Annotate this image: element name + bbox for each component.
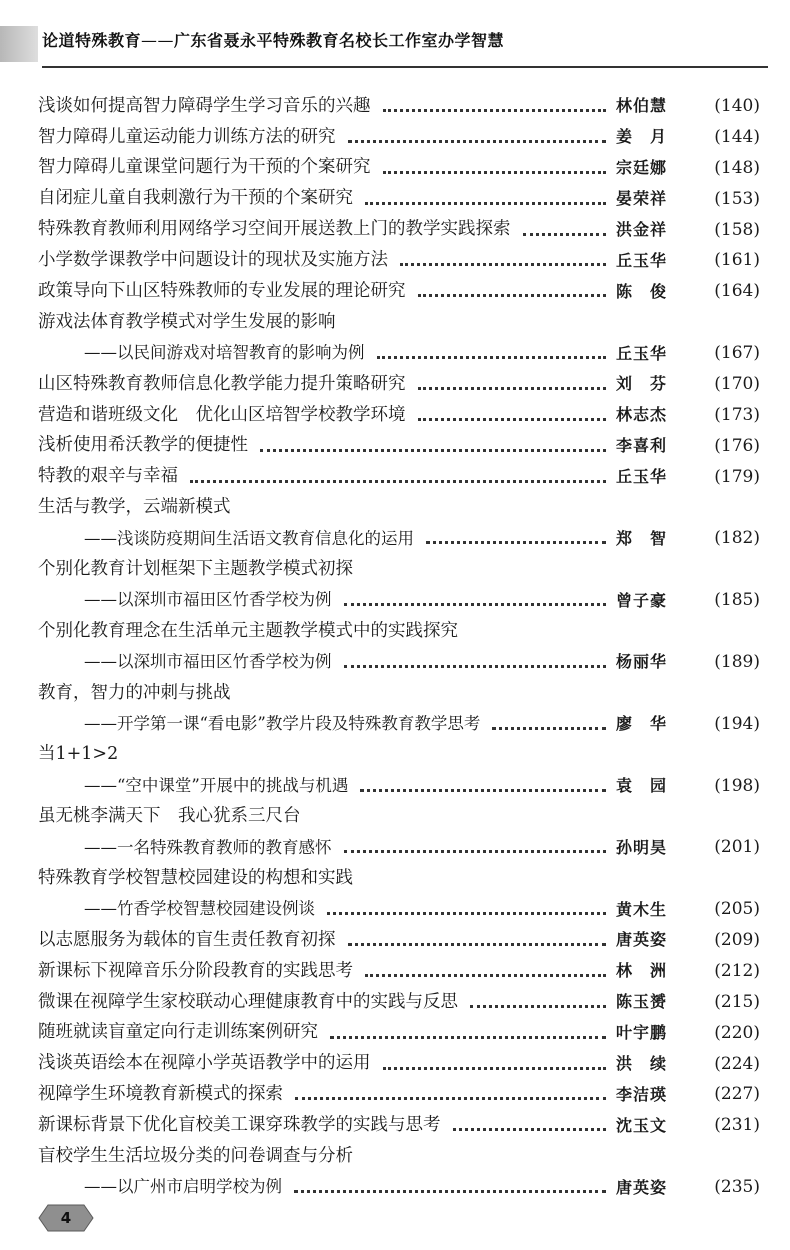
dot-leader [330,1036,606,1039]
entry-title: ——浅谈防疫期间生活语文教育信息化的运用 [84,528,414,548]
dot-leader [426,541,606,544]
dot-leader [377,356,607,359]
toc-entry [38,400,760,431]
entry-page-number: (182) [714,528,760,549]
entry-page-number: (164) [714,281,760,302]
entry-page-number: (148) [714,157,760,178]
entry-author: 廖 华 [616,714,668,734]
entry-author: 沈玉文 [616,1115,668,1135]
entry-page-number: (179) [714,466,760,487]
entry-author: 晏荣祥 [616,189,668,209]
dot-leader [344,603,607,606]
entry-title: ——一名特殊教育教师的教育感怀 [84,837,332,857]
entry-page-number: (201) [714,837,760,858]
dot-leader [470,1005,606,1008]
toc-subtitle-entry [38,523,760,554]
entry-title: ——开学第一课“看电影”教学片段及特殊教育教学思考 [84,714,481,733]
toc-entry [38,462,760,493]
toc-entry [38,122,760,153]
entry-title: 随班就读盲童定向行走训练案例研究 [38,1022,318,1043]
entry-author: 陈玉赟 [616,992,668,1012]
dot-leader [418,418,607,421]
entry-title: 营造和谐班级文化 优化山区培智学校教学环境 [38,404,406,425]
toc-entry [38,1110,760,1141]
header-tab-decoration [0,26,38,62]
entry-page-number: (198) [714,775,760,796]
entry-author: 叶宇鹏 [616,1023,668,1043]
table-of-contents [38,91,760,1203]
toc-heading [38,307,760,338]
dot-leader [327,912,606,915]
entry-title: ——以深圳市福田区竹香学校为例 [84,652,332,672]
toc-heading [38,554,760,585]
entry-title: 浅谈如何提高智力障碍学生学习音乐的兴趣 [38,95,371,116]
book-subtitle: 广东省聂永平特殊教育名校长工作室办学智慧 [174,31,505,50]
entry-page-number: (161) [714,250,760,271]
toc-entry [38,1018,760,1049]
entry-author: 袁 园 [616,776,668,796]
entry-author: 林志杰 [616,405,668,425]
entry-author: 丘玉华 [616,467,668,487]
entry-author: 唐英姿 [616,1177,668,1197]
toc-entry [38,153,760,184]
toc-subtitle-entry [38,585,760,616]
entry-page-number: (227) [714,1084,760,1105]
toc-heading [38,740,760,771]
entry-author: 宗廷娜 [616,158,668,178]
entry-page-number: (235) [714,1177,760,1198]
entry-author: 姜 月 [616,127,668,147]
entry-title: ——“空中课堂”开展中的挑战与机遇 [84,775,349,795]
entry-title: 浅析使用希沃教学的便捷性 [38,435,248,456]
dot-leader [365,202,606,205]
toc-entry [38,987,760,1018]
entry-page-number: (231) [714,1115,760,1136]
toc-heading [38,616,760,647]
entry-title: 政策导向下山区特殊教师的专业发展的理论研究 [38,281,406,302]
dot-leader [348,943,607,946]
entry-title: 新课标背景下优化盲校美工课穿珠教学的实践与思考 [38,1115,441,1136]
toc-subtitle-entry [38,832,760,863]
entry-page-number: (189) [714,651,760,672]
running-header [0,22,790,70]
dot-leader [383,109,607,112]
entry-page-number: (220) [714,1022,760,1043]
dot-leader [360,789,606,792]
page-number: 4 [60,1209,72,1227]
header-rule [42,66,768,68]
entry-page-number: (170) [714,373,760,394]
entry-author: 洪金祥 [616,220,668,239]
dot-leader [295,1097,606,1100]
entry-title: 盲校学生生活垃圾分类的问卷调查与分析 [38,1145,353,1166]
toc-subtitle-entry [38,709,760,740]
entry-title: ——以深圳市福田区竹香学校为例 [84,590,332,610]
entry-title: 新课标下视障音乐分阶段教育的实践思考 [38,960,353,981]
entry-author: 林 洲 [616,961,668,981]
entry-page-number: (185) [714,590,760,611]
dot-leader [294,1190,606,1193]
entry-author: 郑 智 [616,528,668,548]
book-title: 论道特殊教育 [42,31,142,50]
entry-title: 山区特殊教育教师信息化教学能力提升策略研究 [38,373,406,394]
header-separator: —— [141,31,175,50]
entry-page-number: (215) [714,991,760,1012]
entry-author: 丘玉华 [616,343,668,363]
toc-heading [38,801,760,832]
dot-leader [400,263,606,266]
entry-page-number: (173) [714,404,760,425]
entry-page-number: (144) [714,126,760,147]
entry-title: 自闭症儿童自我刺激行为干预的个案研究 [38,188,353,209]
entry-page-number: (209) [714,929,760,950]
toc-entry [38,956,760,987]
entry-title: 生活与教学，云端新模式 [38,497,231,518]
entry-page-number: (194) [714,713,760,734]
entry-author: 唐英姿 [616,930,668,950]
entry-title: 个别化教育理念在生活单元主题教学模式中的实践探究 [38,620,458,641]
dot-leader [523,233,607,236]
dot-leader [383,171,607,174]
entry-author: 陈 俊 [616,281,668,301]
toc-subtitle-entry [38,1172,760,1203]
toc-entry [38,184,760,215]
toc-heading [38,863,760,894]
dot-leader [348,140,607,143]
entry-title: 个别化教育计划框架下主题教学模式初探 [38,559,353,580]
entry-author: 林伯慧 [616,96,668,116]
dot-leader [383,1067,607,1070]
toc-entry [38,1080,760,1111]
toc-entry [38,215,760,246]
entry-title: 以志愿服务为载体的盲生责任教育初探 [38,929,336,950]
dot-leader [418,387,607,390]
entry-page-number: (167) [714,343,760,364]
toc-entry [38,91,760,122]
entry-author: 刘 芬 [616,374,668,394]
toc-entry [38,1049,760,1080]
entry-page-number: (140) [714,95,760,116]
entry-title: 视障学生环境教育新模式的探索 [38,1084,283,1105]
entry-title: 虽无桃李满天下 我心犹系三尺台 [38,806,301,827]
entry-title: ——以民间游戏对培智教育的影响为例 [84,343,365,363]
entry-title: 微课在视障学生家校联动心理健康教育中的实践与反思 [38,991,458,1012]
entry-author: 洪 续 [616,1054,668,1074]
entry-title: 特殊教育学校智慧校园建设的构想和实践 [38,867,353,888]
entry-title: ——以广州市启明学校为例 [84,1177,282,1197]
entry-title: ——竹香学校智慧校园建设例谈 [84,899,315,919]
entry-author: 孙明昊 [616,837,668,857]
entry-page-number: (205) [714,899,760,920]
entry-title: 游戏法体育教学模式对学生发展的影响 [38,311,336,332]
toc-subtitle-entry [38,771,760,802]
toc-entry [38,245,760,276]
toc-heading [38,678,760,709]
dot-leader [492,727,606,730]
entry-page-number: (212) [714,960,760,981]
entry-page-number: (153) [714,188,760,209]
entry-page-number: (158) [714,219,760,240]
entry-author: 杨丽华 [616,652,668,672]
entry-author: 黄木生 [616,899,668,919]
toc-subtitle-entry [38,338,760,369]
entry-author: 李喜利 [616,436,668,456]
entry-author: 李洁瑛 [616,1084,668,1104]
toc-entry [38,925,760,956]
toc-heading [38,1141,760,1172]
entry-title: 浅谈英语绘本在视障小学英语教学中的运用 [38,1053,371,1074]
entry-author: 曾子豪 [616,590,668,610]
toc-subtitle-entry [38,647,760,678]
entry-title: 当1+1>2 [38,744,119,765]
entry-title: 智力障碍儿童运动能力训练方法的研究 [38,126,336,147]
page-number-badge [38,1203,94,1233]
entry-author: 丘玉华 [616,250,668,270]
toc-entry [38,369,760,400]
dot-leader [365,974,606,977]
dot-leader [190,480,606,483]
entry-title: 特教的艰辛与幸福 [38,466,178,487]
entry-title: 特殊教育教师利用网络学习空间开展送教上门的教学实践探索 [38,219,511,240]
entry-title: 智力障碍儿童课堂问题行为干预的个案研究 [38,157,371,178]
toc-subtitle-entry [38,894,760,925]
dot-leader [344,850,607,853]
entry-title: 教育，智力的冲刺与挑战 [38,682,231,703]
entry-title: 小学数学课教学中问题设计的现状及实施方法 [38,250,388,271]
dot-leader [453,1128,607,1131]
dot-leader [344,665,607,668]
toc-entry [38,276,760,307]
toc-heading [38,493,760,524]
toc-entry [38,431,760,462]
dot-leader [260,449,606,452]
entry-page-number: (224) [714,1053,760,1074]
entry-page-number: (176) [714,435,760,456]
dot-leader [418,294,607,297]
header-text [42,28,504,51]
